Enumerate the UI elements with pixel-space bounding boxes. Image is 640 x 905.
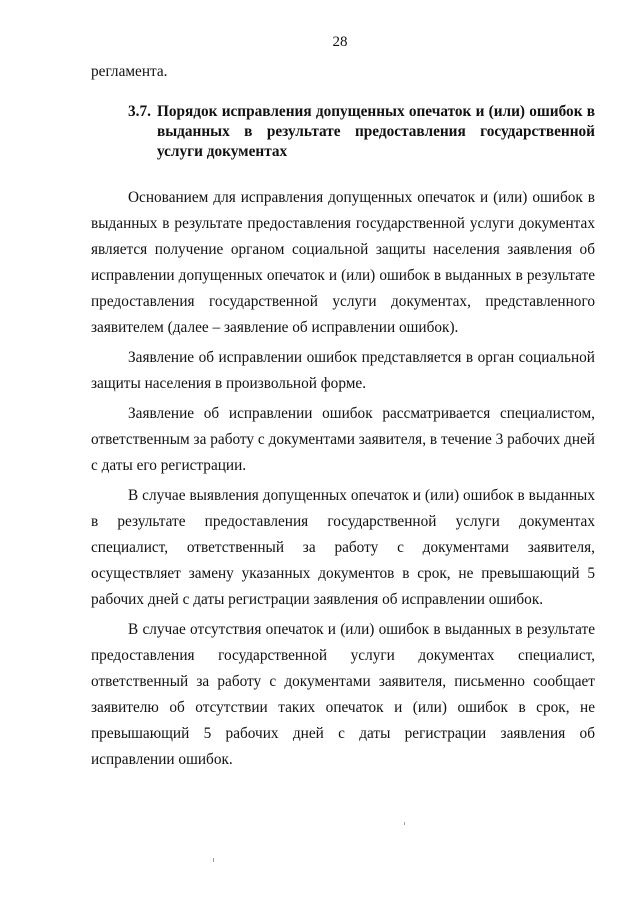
paragraph-review: Заявление об исправлении ошибок рассматривается специалистом, ответственным за работу с документами заявителя, в течение 3 рабочих дней с даты его регистрации. [91, 405, 595, 474]
section-heading [128, 102, 595, 162]
scan-speck [404, 822, 405, 825]
carry-over-text: регламента. [91, 63, 168, 80]
paragraph-no-errors: В случае отсутствия опечаток и (или) ошибок в выданных в результате предоставления государственной услуги документах специалист, ответственный за работу с документами заявителя, письменно сообщает заявителю об отсутствии таких опечаток и (или) ошибок в срок, не превышающий 5 рабочих дней с даты регистрации заявления об исправлении ошибок. [91, 621, 595, 768]
paragraph-basis: Основанием для исправления допущенных опечаток и (или) ошибок в выданных в результате предоставления государственной услуги документах является получение органом социальной защиты населения заявления об исправлении допущенных опечаток и (или) ошибок в выданных в результате предоставления государственной услуги документах, представленного заявителем (далее – заявление об исправлении ошибок). [91, 189, 595, 336]
paragraph-errors-found: В случае выявления допущенных опечаток и (или) ошибок в выданных в результате предоставления государственной услуги документах специалист, ответственный за работу с документами заявителя, осуществляет замену указанных документов в срок, не превышающий 5 рабочих дней с даты регистрации заявления об исправлении ошибок. [91, 487, 595, 608]
section-title: Порядок исправления допущенных опечаток и (или) ошибок в выданных в результате предоставления государственной услуги документах [156, 103, 595, 160]
paragraph-submission: Заявление об исправлении ошибок представляется в орган социальной защиты населения в произвольной форме. [91, 349, 595, 392]
scan-speck [213, 858, 214, 862]
page-number: 28 [332, 34, 348, 50]
document-body [91, 59, 595, 773]
section-number: 3.7. [128, 103, 151, 120]
